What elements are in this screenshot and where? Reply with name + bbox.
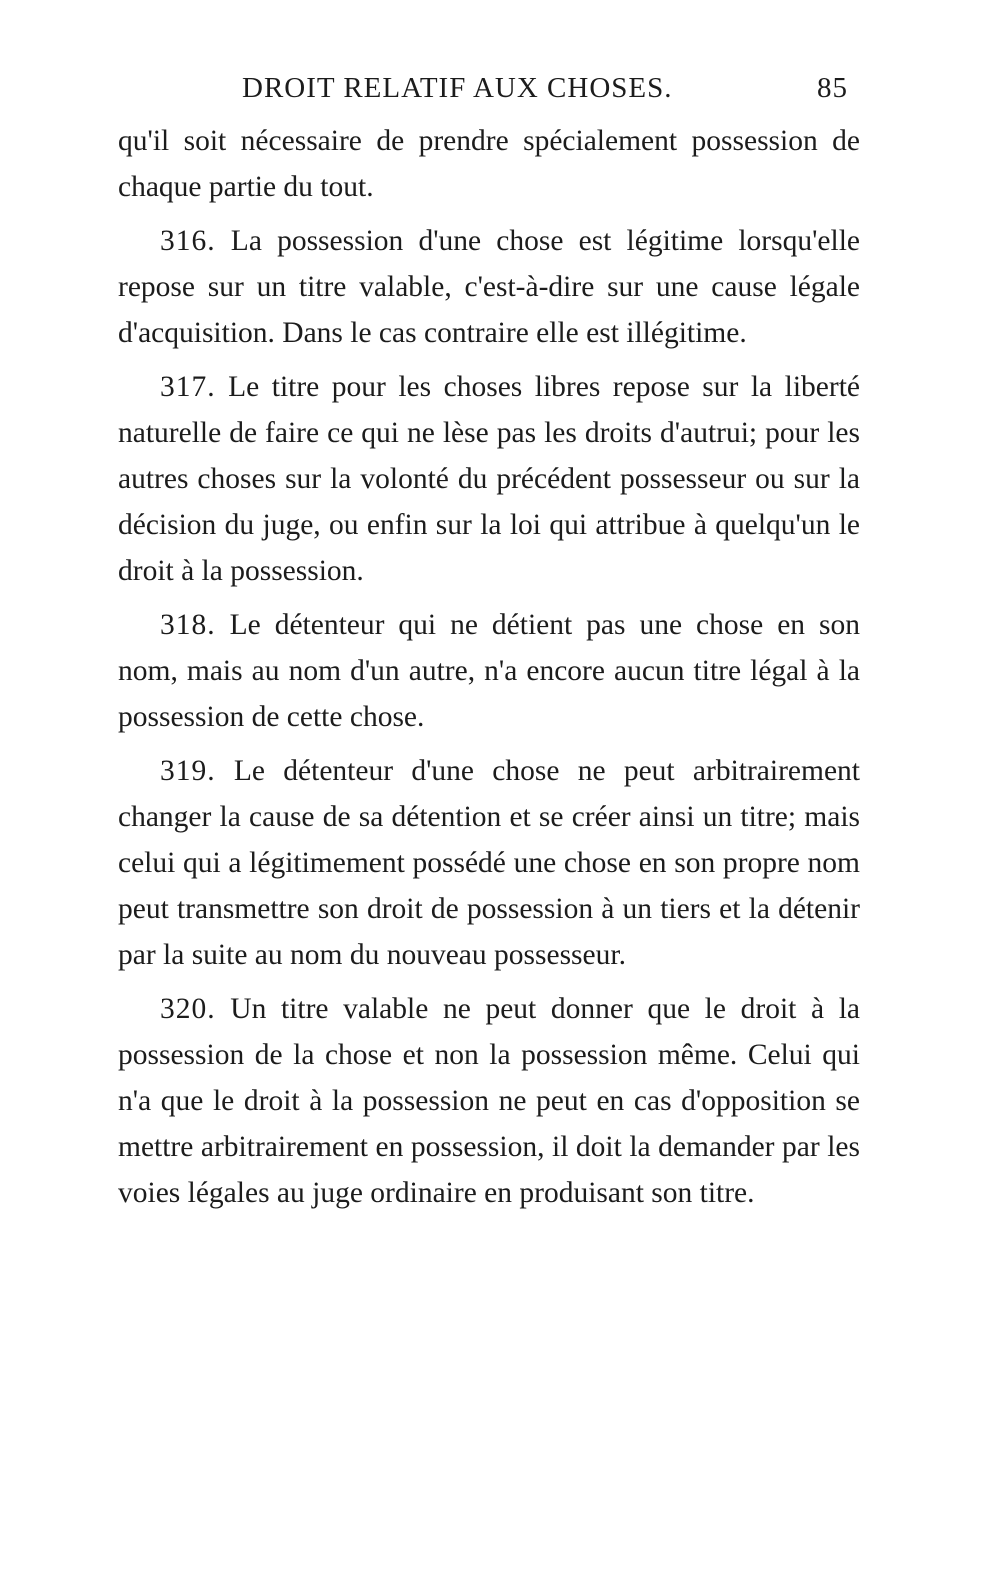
paragraph-number: 317.	[160, 371, 216, 403]
paragraph-320	[118, 986, 860, 1216]
paragraph-number: 318.	[160, 609, 216, 641]
paragraph-number: 319.	[160, 755, 216, 787]
paragraph-318	[118, 602, 860, 740]
page-number: 85	[817, 72, 848, 104]
paragraph-317	[118, 364, 860, 594]
paragraph-text: Un titre valable ne peut donner que le droit à la possession de la chose et non la possession même. Celui qui n'a que le droit à la possession ne peut en cas d'opposition se mettre arbitrairement en possession, il doit la demander par les voies légales au juge ordinaire en produisant son titre.	[118, 993, 861, 1209]
paragraph-number: 320.	[160, 993, 216, 1025]
running-title: DROIT RELATIF AUX CHOSES.	[242, 72, 673, 104]
paragraph-text: La possession d'une chose est légitime lorsqu'elle repose sur un titre valable, c'est-à-dire sur une cause légale d'acquisition. Dans le cas contraire elle est illégitime.	[118, 225, 861, 349]
paragraph-text: Le titre pour les choses libres repose sur la liberté naturelle de faire ce qui ne lèse pas les droits d'autrui; pour les autres choses sur la volonté du précédent possesseur ou sur la décision du juge, ou enfin sur la loi qui attribue à quelqu'un le droit à la possession.	[118, 371, 861, 587]
continued-paragraph: qu'il soit nécessaire de prendre spécialement possession de chaque partie du tout.	[118, 125, 860, 203]
book-page	[118, 60, 860, 1216]
paragraph-number: 316.	[160, 225, 216, 257]
paragraph-text: Le détenteur d'une chose ne peut arbitrairement changer la cause de sa détention et se créer ainsi un titre; mais celui qui a légitimement possédé une chose en son propre nom peut transmettre son droit de possession à un tiers et la détenir par la suite au nom du nouveau possesseur.	[118, 755, 860, 971]
paragraph-319	[118, 748, 860, 978]
paragraph-text: Le détenteur qui ne détient pas une chose en son nom, mais au nom d'un autre, n'a encore aucun titre légal à la possession de cette chose.	[118, 609, 860, 733]
running-header	[118, 60, 860, 118]
paragraph-316	[118, 218, 860, 356]
